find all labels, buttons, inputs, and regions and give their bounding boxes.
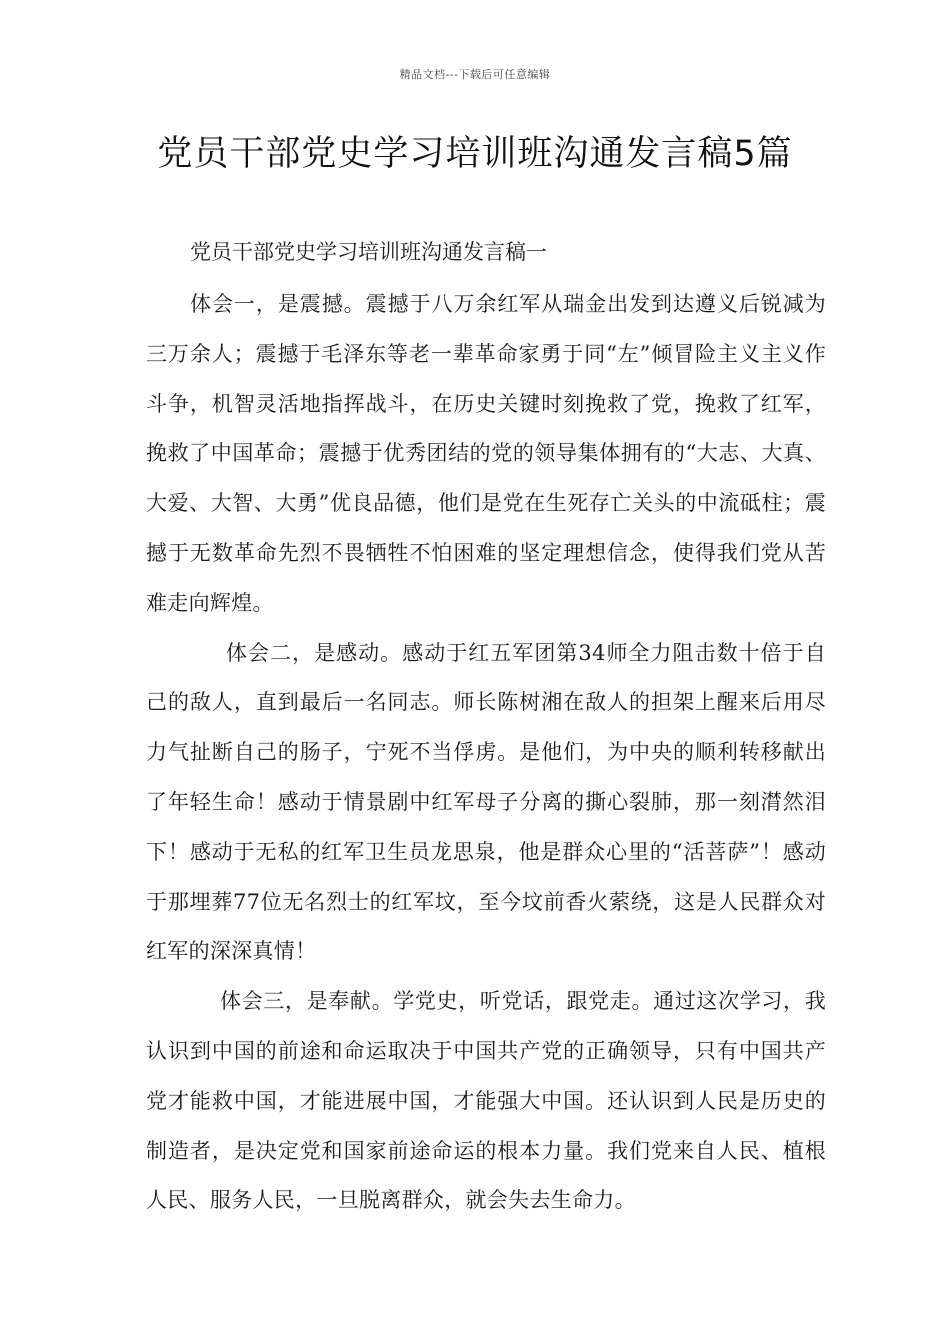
paragraph-experience-one: 体会一，是震撼。震撼于八万余红军从瑞金出发到达遵义后锐减为三万余人；震撼于毛泽东等老一辈革命家勇于同“左”倾冒险主义主义作斗争，机智灵活地指挥战斗，在历史关键时刻挽救了党，挽救了红军，挽救了中国革命；震撼于优秀团结的党的领导集体拥有的“大志、大真、大爱、大智、大勇”优良品德，他们是党在生死存亡关头的中流砥柱；震撼于无数革命先烈不畏牺牲不怕困难的坚定理想信念，使得我们党从苦难走向辉煌。 xyxy=(146,292,826,615)
paragraph-experience-two: 体会二，是感动。感动于红五军团第34师全力阻击数十倍于自己的敌人，直到最后一名同志。师长陈树湘在敌人的担架上醒来后用尽力气扯断自己的肠子，宁死不当俘虏。是他们，为中央的顺利转移献出了年轻生命！感动于情景剧中红军母子分离的撕心裂肺，那一刻潸然泪下！感动于无私的红军卫生员龙思泉，他是群众心里的“活菩萨”！感动于那埋葬77位无名烈士的红军坟，至今坟前香火萦绕，这是人民群众对红军的深深真情！ xyxy=(146,640,826,964)
page-header-note: 精品文档---下载后可任意编辑 xyxy=(399,68,551,81)
document-body xyxy=(146,280,826,1226)
paragraph-experience-three: 体会三，是奉献。学党史，听党话，跟党走。通过这次学习，我认识到中国的前途和命运取决于中国共产党的正确领导，只有中国共产党才能救中国，才能进展中国，才能强大中国。还认识到人民是历史的制造者，是决定党和国家前途命运的根本力量。我们党来自人民、植根人民、服务人民，一旦脱离群众，就会失去生命力。 xyxy=(146,989,826,1213)
document-subtitle: 党员干部党史学习培训班沟通发言稿一 xyxy=(190,240,547,264)
document-title: 党员干部党史学习培训班沟通发言稿5篇 xyxy=(157,134,793,174)
